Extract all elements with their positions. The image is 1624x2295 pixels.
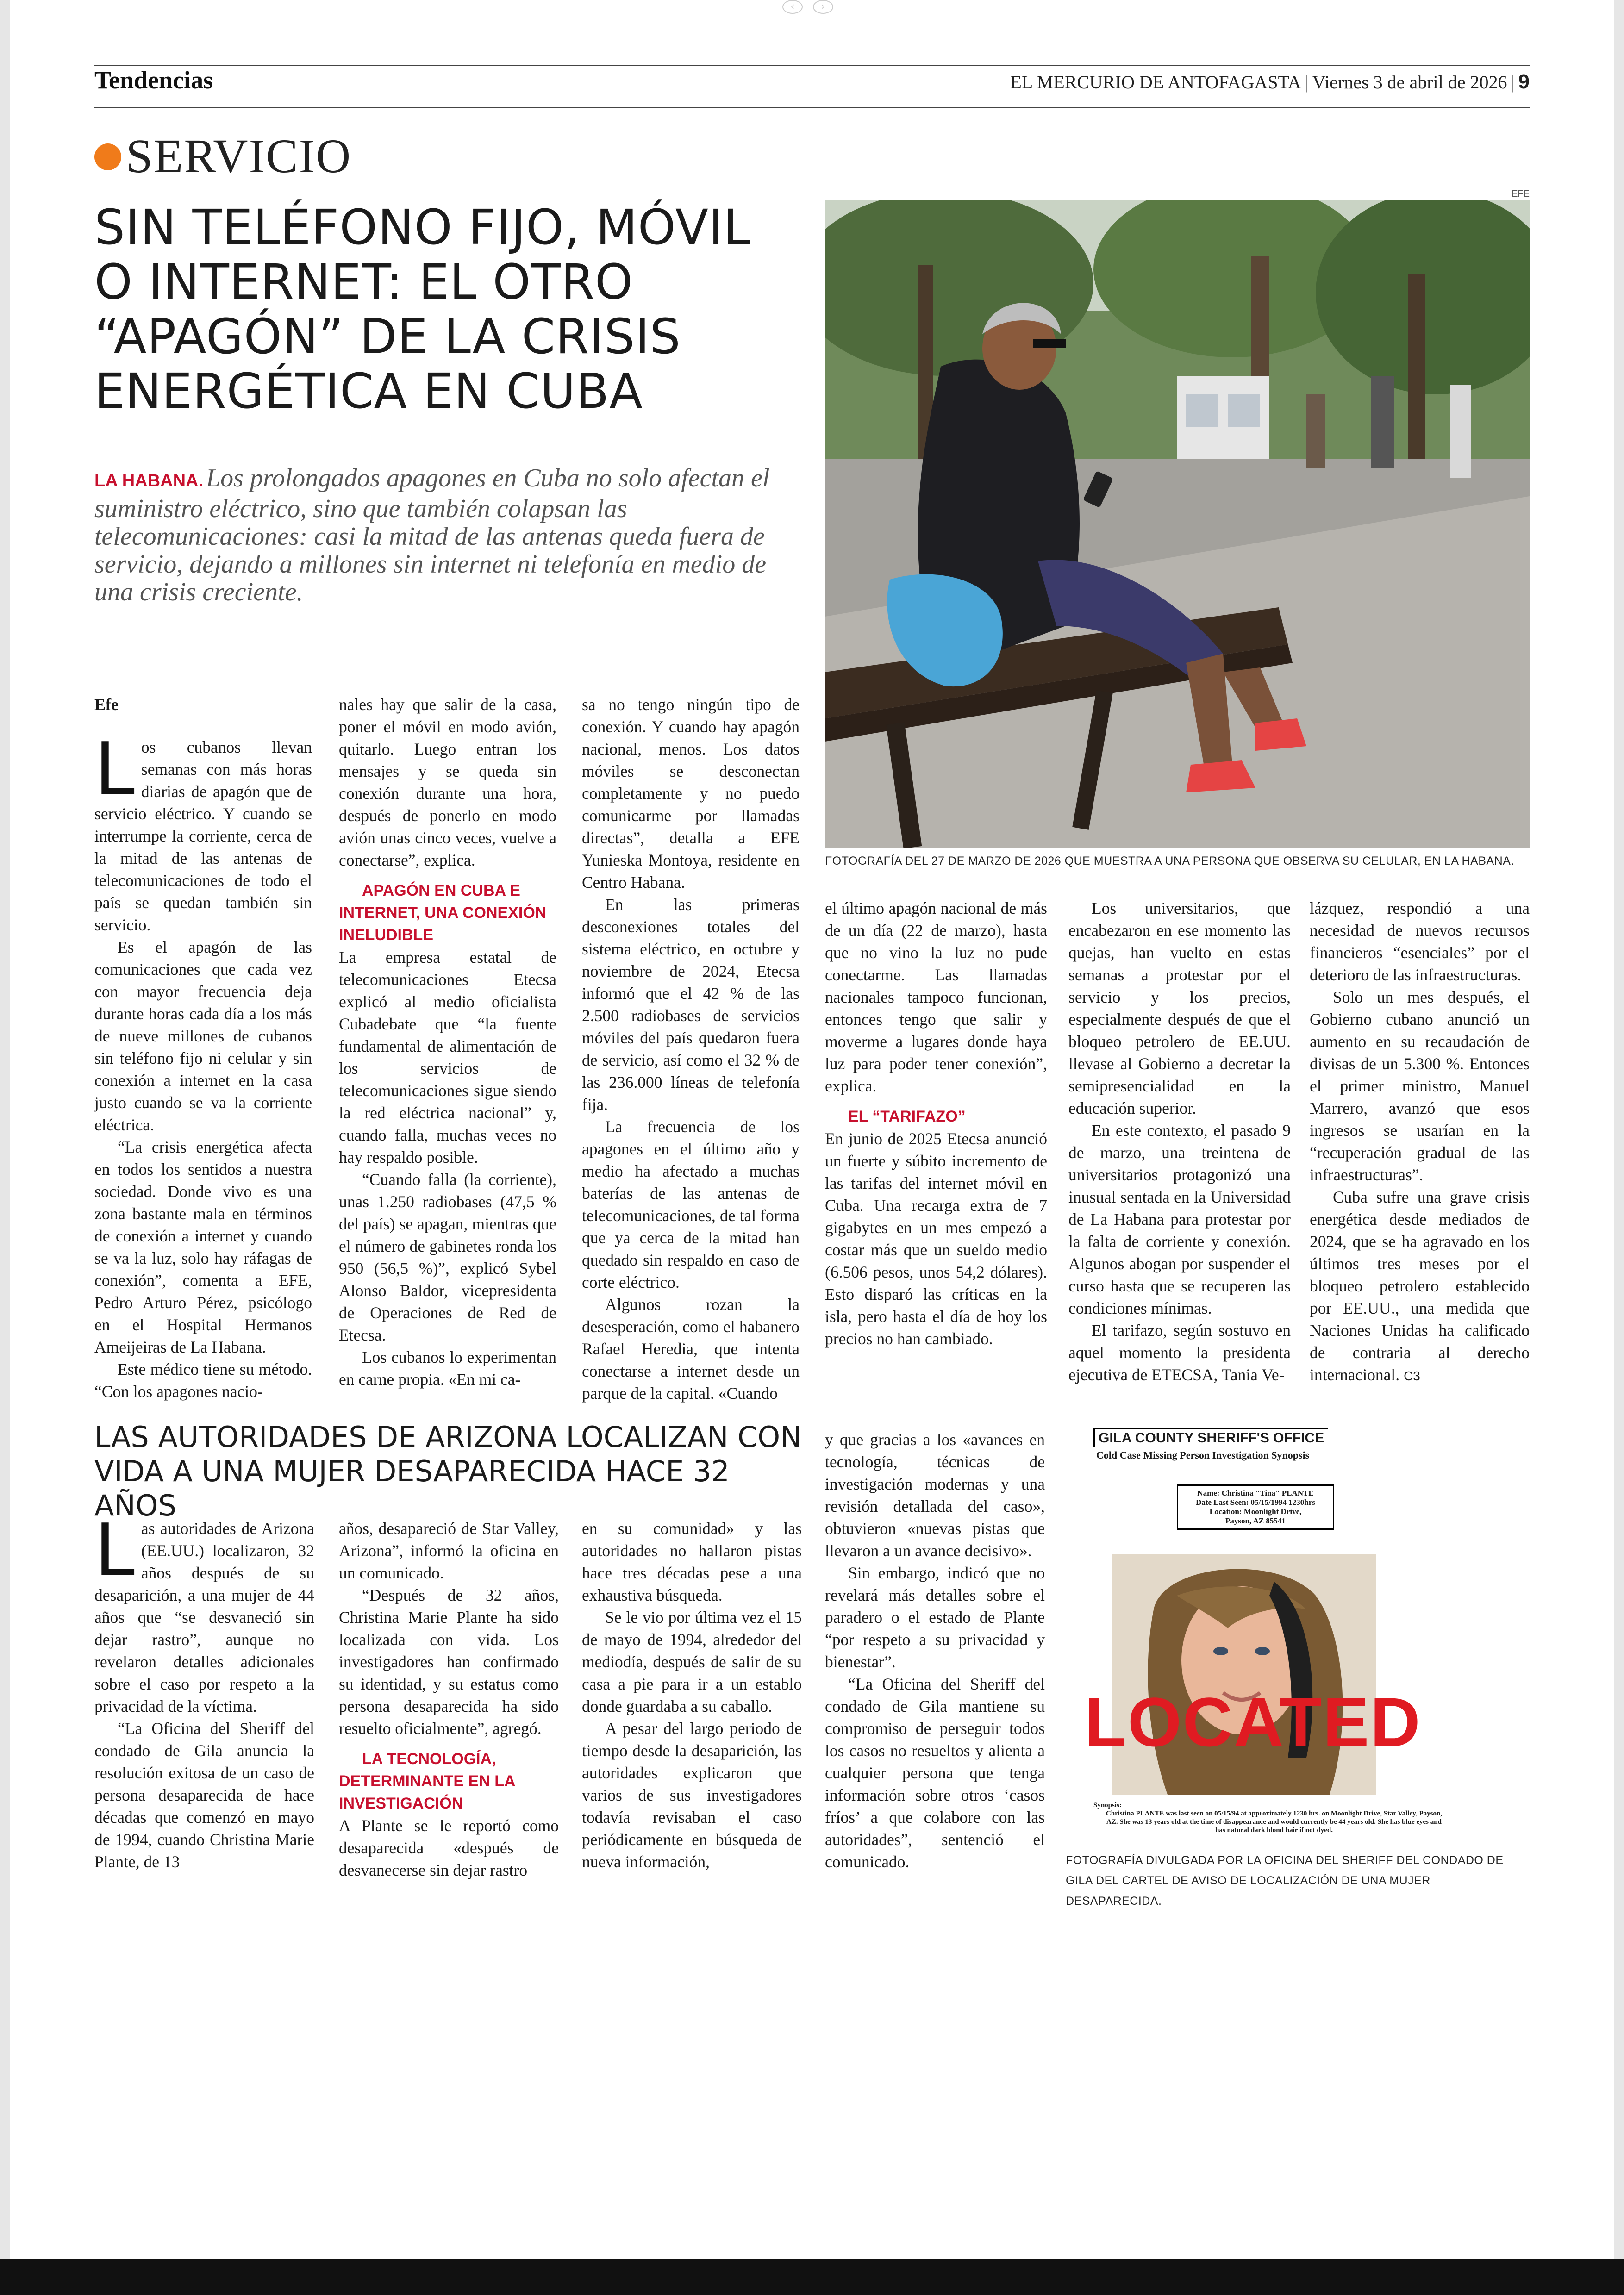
page-margin-left bbox=[0, 0, 10, 2295]
page-number: 9 bbox=[1518, 70, 1530, 93]
article1-column-1: Efe Los cubanos llevan semanas con más horas diarias de apagón que de servicio eléctrico. Y cuando se interrumpe la corriente, cerca de la mitad de las antenas de telecomunicaciones de todo el país se quedan también sin servicio. Es el apagón de las comunicaciones que cada vez con mayor frecuencia deja durante horas cada día a los más de nueve millones de cubanos sin teléfono fijo ni celular y sin conexión a internet en la casa justo cuando se va la corriente eléctrica. “La crisis energética afecta en todos los sentidos a nuestra sociedad. Donde vivo es una zona bastante mala en términos de conexión a internet y cuando se va la luz, solo hay ráfagas de conexión”, comenta a EFE, Pedro Arturo Pérez, psicólogo en el Hospital Hermanos Ameijeiras de La Habana. Este médico tiene su método. “Con los apagones nacio- bbox=[94, 693, 312, 1403]
subheading: EL “TARIFAZO” bbox=[848, 1108, 966, 1125]
newspaper-page bbox=[94, 0, 1530, 2259]
dateline: LA HABANA. bbox=[94, 471, 204, 491]
end-mark-icon: C3 bbox=[1404, 1369, 1420, 1383]
article2-column-2: años, desapareció de Star Valley, Arizona”, informó la oficina en un comunicado. “Después de 32 años, Christina Marie Plante ha sido localizada con vida. Los investigadores han confirmado su identidad, y su estatus como persona desaparecida ha sido resuelto oficialmente”, agregó. LA TECNOLOGÍA, DETERMINANTE EN LA INVESTIGACIÓN A Plante se le reportó como desaparecida «después de desvanecerse sin dejar rastro bbox=[339, 1519, 559, 1879]
article-lede: LA HABANA. Los prolongados apagones en Cuba no solo afectan el suministro eléctrico, sino que también colapsan las telecomunicaciones: casi la mitad de las antenas queda fuera de servicio, dejando a millones sin internet ni telefonía en medio de una crisis creciente. bbox=[94, 464, 770, 606]
byline: Efe bbox=[94, 695, 119, 714]
next-page-icon[interactable]: › bbox=[813, 0, 833, 14]
article-photo bbox=[825, 200, 1530, 848]
viewer-bottom-bar bbox=[0, 2259, 1624, 2295]
article1-column-4: el último apagón nacional de más de un día (22 de marzo), hasta que no vino la luz no pude conectarme. Las llamadas nacionales tampoco funcionan, entonces tengo que salir y moverme a lugares donde haya luz para poder tener conexión”, explica. EL “TARIFAZO” En junio de 2025 Etecsa anunció un fuerte y súbito incremento de las tarifas del internet móvil en Cuba. Una recarga extra de 7 gigabytes en un mes empezó a costar más que un sueldo medio (6.506 pesos, unos 54,2 dólares). Esto disparó las críticas en la isla, pero hasta el día de hoy los precios no han cambiado. bbox=[825, 899, 1047, 1348]
article2-column-1: Las autoridades de Arizona (EE.UU.) localizaron, 32 años después de su desaparición, a una mujer de 44 años que “se desvaneció sin dejar rastro”, aunque no revelaron detalles adicionales sobre el caso por respeto a la privacidad de la víctima. “La Oficina del Sheriff del condado de Gila anuncia la resolución exitosa de un caso de persona desaparecida de hace décadas que comenzó en mayo de 1994, cuando Christina Marie Plante, de 13 bbox=[94, 1508, 314, 1871]
dropcap: L bbox=[94, 1508, 135, 1592]
article1-column-5: Los universitarios, que encabezaron en ese momento las quejas, han vuelto en estas semanas a protestar por el servicio y los precios, especialmente después de que el bloqueo petrolero de EE.UU. llevase al Gobierno a decretar la semipresencialidad en la educación superior. En este contexto, el pasado 9 de marzo, una treintena de universitarios protagonizó una inusual sentada en la Universidad de La Habana para protestar por la falta de corriente y conexión. Algunos abogan por suspender el curso hasta que se recuperen las condiciones mínimas. El tarifazo, según sostuvo en aquel momento la presidenta ejecutiva de ETECSA, Tania Ve- bbox=[1068, 899, 1291, 1384]
header-top-rule bbox=[94, 65, 1530, 66]
previous-page-icon[interactable]: ‹ bbox=[782, 0, 803, 14]
poster-synopsis: Synopsis: Christina PLANTE was last seen on 05/15/94 at approximately 1230 hrs. on Moonlight Drive, Star Valley, Payson, AZ. She was 13 years old at the time of disappearance and would currently be 44 years old. She has blue eyes and has natural dark blond hair if not dyed. bbox=[1093, 1802, 1443, 1834]
section-name: Tendencias bbox=[94, 66, 213, 94]
article2-column-4: y que gracias a los «avances en tecnología, técnicas de investigación modernas y una revisión detallada del caso», obtuvieron «nuevas pistas que llevaron a un avance decisivo». Sin embargo, indicó que no revelará más detalles sobre el paradero o el estado de Plante “por respeto a su privacidad y bienestar”. “La Oficina del Sheriff del condado de Gila mantiene su compromiso de perseguir todos los casos no resueltos y alienta a cualquier persona que tenga información sobre otros ‘casos fríos’ a que colabore con las autoridades”, sentenció el comunicado. bbox=[825, 1430, 1045, 1871]
article2-column-3: en su comunidad» y las autoridades no hallaron pistas hace tres décadas pese a una exhaustiva búsqueda. Se le vio por última vez el 15 de mayo de 1994, alrededor del mediodía, después de salir de su casa a pie para ir a un establo donde guardaba a su caballo. A pesar del largo periodo de tiempo desde la desaparición, las autoridades explicaron que varios de sus investigadores todavía revisaban el caso periódicamente en búsqueda de nueva información, bbox=[582, 1519, 802, 1871]
poster-info-box: Name: Christina "Tina" PLANTE Date Last Seen: 05/15/1994 1230hrs Location: Moonlight Drive, Payson, AZ 85541 bbox=[1177, 1484, 1334, 1530]
article-headline: SIN TELÉFONO FIJO, MÓVIL O INTERNET: EL OTRO “APAGÓN” DE LA CRISIS ENERGÉTICA EN CUBA bbox=[94, 199, 751, 419]
publication-name: EL MERCURIO DE ANTOFAGASTA bbox=[1010, 72, 1301, 93]
folio: EL MERCURIO DE ANTOFAGASTA | Viernes 3 de abril de 2026 | 9 bbox=[1010, 70, 1530, 93]
subheading: LA TECNOLOGÍA, DETERMINANTE EN LA INVESTIGACIÓN bbox=[339, 1750, 515, 1812]
article1-column-6: lázquez, respondió a una necesidad de nuevos recursos financieros “esenciales” por el deterioro de las infraestructuras. Solo un mes después, el Gobierno cubano anunció un aumento en su recaudación de divisas de un 5.300 %. Entonces el primer ministro, Manuel Marrero, avanzó que esos ingresos se usarían en la “recuperación gradual de las infraestructuras”. Cuba sufre una grave crisis energética desde mediados de 2024, que se ha agravado en los últimos tres meses por el bloqueo petrolero establecido por EE.UU., una medida que Naciones Unidas ha calificado de contraria al derecho internacional. C3 bbox=[1310, 899, 1530, 1384]
photo-caption: FOTOGRAFÍA DEL 27 DE MARZO DE 2026 QUE MUESTRA A UNA PERSONA QUE OBSERVA SU CELULAR, EN LA HABANA. bbox=[825, 854, 1514, 867]
man-on-bench-illustration bbox=[825, 200, 1530, 848]
article1-column-2: nales hay que salir de la casa, poner el móvil en modo avión, quitarlo. Luego entran los mensajes y se queda sin conexión durante una hora, después de ponerlo en modo avión unas cinco veces, vuelve a conectarse”, explica. APAGÓN EN CUBA E INTERNET, UNA CONEXIÓN INELUDIBLE La empresa estatal de telecomunicaciones Etecsa explicó al medio oficialista Cubadebate que “la fuente fundamental de alimentación de los servicios de telecomunicaciones sigue siendo la red eléctrica nacional” y, cuando falla, muchas veces no hay respaldo posible. “Cuando falla (la corriente), unas 1.250 radiobases (47,5 % del país) se apagan, mientras que el número de gabinetes ronda los 950 (56,5 %)”, explicó Sybel Alonso Baldor, vicepresidenta de Operaciones de Red de Etecsa. Los cubanos lo experimentan en carne propia. «En mi ca- bbox=[339, 695, 556, 1389]
located-stamp: LOCATED bbox=[1084, 1683, 1421, 1761]
page-margin-right bbox=[1614, 0, 1624, 2295]
publication-date: Viernes 3 de abril de 2026 bbox=[1312, 72, 1507, 93]
article1-column-3: sa no tengo ningún tipo de conexión. Y cuando hay apagón nacional, menos. Los datos móviles se desconectan completamente y no puedo comunicarme por llamadas directas”, detalla a EFE Yunieska Montoya, residente en Centro Habana. En las primeras desconexiones totales del sistema eléctrico, en octubre y noviembre de 2024, Etecsa informó que el 42 % de las 2.500 radiobases de servicios móviles del país quedaron fuera de servicio, así como el 32 % de las 236.000 líneas de telefonía fija. La frecuencia de los apagones en el último año y medio ha afectado a muchas baterías de las antenas de telecomunicaciones, de tal forma que ya cerca de la mitad han quedado sin respaldo en caso de corte eléctrico. Algunos rozan la desesperación, como el habanero Rafael Heredia, que intenta conectarse a internet desde un parque de la capital. «Cuando bbox=[582, 695, 800, 1403]
subheading: APAGÓN EN CUBA E INTERNET, UNA CONEXIÓN INELUDIBLE bbox=[339, 882, 547, 944]
dropcap: L bbox=[94, 727, 135, 811]
article2-headline: LAS AUTORIDADES DE ARIZONA LOCALIZAN CON VIDA A UNA MUJER DESAPARECIDA HACE 32 AÑOS bbox=[94, 1420, 802, 1522]
article-kicker: SERVICIO bbox=[94, 129, 351, 184]
photo-credit: EFE bbox=[1512, 189, 1530, 199]
header-bottom-rule bbox=[94, 107, 1530, 108]
poster-agency: GILA COUNTY SHERIFF'S OFFICE bbox=[1093, 1428, 1328, 1447]
poster-caption: FOTOGRAFÍA DIVULGADA POR LA OFICINA DEL SHERIFF DEL CONDADO DE GILA DEL CARTEL DE AVISO DE LOCALIZACIÓN DE UNA MUJER DESAPARECIDA. bbox=[1066, 1854, 1504, 1908]
sheriff-poster bbox=[1066, 1428, 1445, 1863]
kicker-dot-icon bbox=[94, 143, 121, 170]
poster-subtitle: Cold Case Missing Person Investigation Synopsis bbox=[1096, 1449, 1310, 1461]
